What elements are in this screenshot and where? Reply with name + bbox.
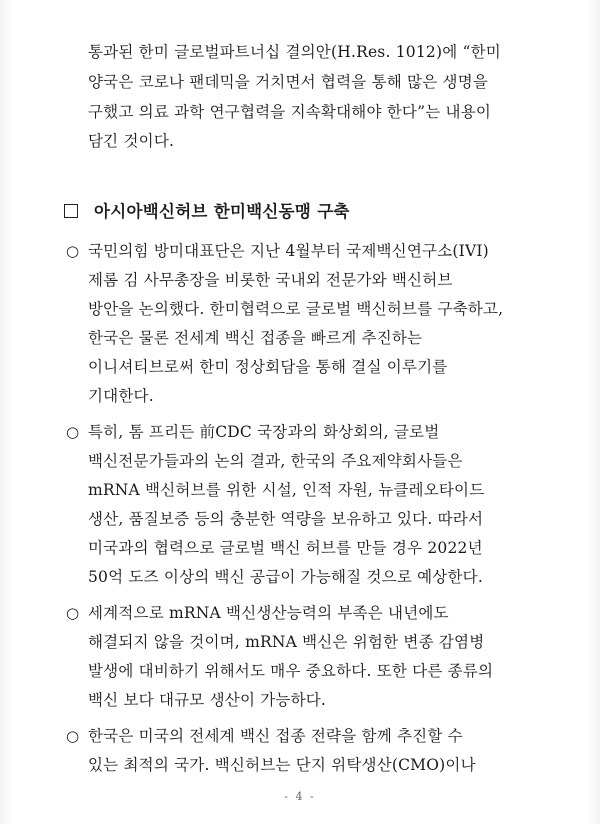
section-heading	[64, 200, 350, 224]
circle-bullet-icon: ○	[66, 604, 80, 622]
bullet-line: 기대한다.	[88, 387, 154, 405]
circle-bullet-icon: ○	[66, 423, 80, 441]
bullet-line: 미국과의 협력으로 글로벌 백신 허브를 만들 경우 2022년	[88, 539, 483, 557]
bullet-line: 있는 최적의 국가. 백신허브는 단지 위탁생산(CMO)이나	[88, 756, 476, 774]
intro-line: 담긴 것이다.	[88, 132, 175, 150]
bullet-line: 국민의힘 방미대표단은 지난 4월부터 국제백신연구소(IVI)	[88, 242, 489, 260]
bullet-line: 생산, 품질보증 등의 충분한 역량을 보유하고 있다. 따라서	[88, 510, 484, 528]
bullet-line: 한국은 물론 전세계 백신 접종을 빠르게 추진하는	[88, 329, 423, 347]
bullet-line: 발생에 대비하기 위해서도 매우 중요하다. 또한 다른 종류의	[88, 662, 494, 680]
checkbox-square-icon	[64, 204, 78, 218]
bullet-line: 이니셔티브로써 한미 정상회담을 통해 결실 이루기를	[88, 358, 448, 376]
bullet-line: mRNA 백신허브를 위한 시설, 인적 자원, 뉴클레오타이드	[88, 481, 485, 499]
circle-bullet-icon: ○	[66, 727, 80, 745]
bullet-line: 한국은 미국의 전세계 백신 접종 전략을 함께 추진할 수	[88, 727, 463, 745]
bullet-line: 백신전문가들과의 논의 결과, 한국의 주요제약회사들은	[88, 452, 463, 470]
bullet-line: 백신 보다 대규모 생산이 가능하다.	[88, 691, 327, 709]
bullet-line: 제롬 김 사무총장을 비롯한 국내외 전문가와 백신허브	[88, 271, 453, 289]
intro-line: 양국은 코로나 팬데믹을 거치면서 협력을 통해 많은 생명을	[88, 73, 489, 91]
section-title: 아시아백신허브 한미백신동맹 구축	[94, 202, 350, 221]
bullet-line: 해결되지 않을 것이며, mRNA 백신은 위험한 변종 감염병	[88, 633, 485, 651]
page-number: - 4 -	[284, 790, 316, 803]
bullet-line: 세계적으로 mRNA 백신생산능력의 부족은 내년에도	[88, 604, 449, 622]
bullet-line: 방안을 논의했다. 한미협력으로 글로벌 백신허브를 구축하고,	[88, 300, 504, 318]
circle-bullet-icon: ○	[66, 242, 80, 260]
bullet-line: 50억 도즈 이상의 백신 공급이 가능해질 것으로 예상한다.	[88, 568, 483, 586]
intro-line: 구했고 의료 과학 연구협력을 지속확대해야 한다”는 내용이	[88, 103, 492, 121]
bullet-line: 특히, 톰 프리든 前CDC 국장과의 화상회의, 글로벌	[88, 423, 440, 441]
intro-line: 통과된 한미 글로벌파트너십 결의안(H.Res. 1012)에 “한미	[88, 43, 501, 61]
